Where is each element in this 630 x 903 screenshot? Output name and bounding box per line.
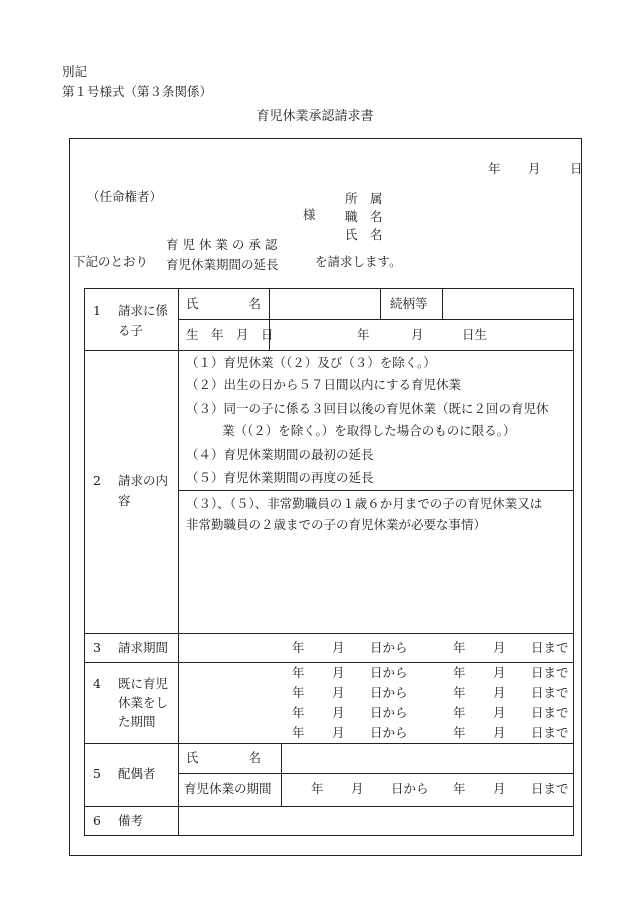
betsuki-label: 別記 xyxy=(62,64,88,79)
s5-period-label: 育児休業の期間 xyxy=(184,781,272,796)
s2-note-line-2: 非常勤職員の２歳までの子の育児休業が必要な事情） xyxy=(186,517,487,532)
s2-note-line-1: （３）、（５）、非常勤職員の１歳６か月までの子の育児休業又は xyxy=(186,496,543,511)
s5-name-label: 氏 名 xyxy=(186,750,262,765)
s2-item-4: （４）育児休業期間の最初の延長 xyxy=(186,447,374,462)
date-day: 日 xyxy=(570,161,583,176)
s5-label: 配偶者 xyxy=(118,766,156,781)
s3-number: 3 xyxy=(93,640,101,655)
s1-name-label: 氏 名 xyxy=(186,296,262,311)
s1-dob-label: 生 年 月 日 xyxy=(186,327,274,342)
s4-label-c: た期間 xyxy=(118,714,156,729)
s2-item-3: （３）同一の子に係る３回目以後の育児休業（既に２回の育児休 xyxy=(186,401,549,416)
s1-label-b: る子 xyxy=(118,323,144,338)
s6-label: 備考 xyxy=(118,813,144,828)
request-prefix: 下記のとおり xyxy=(73,254,149,269)
s1-label-a: 請求に係 xyxy=(118,303,169,318)
form-number: 第１号様式（第３条関係） xyxy=(62,84,213,99)
s2-label-b: 容 xyxy=(118,493,131,508)
s4-number: 4 xyxy=(93,676,101,691)
form-frame: 年 月 日 （任命権者） 様 所 属 職 名 氏 名 下記のとおり 育 児 休 業 の 承 認 育児休業期間の延長 を請求します。 1 請求に係 る子 氏 名 続柄等 生 年 月 日 年 月 日生 2 請求の内 容 （１）育児休業（（２）及び（３）を除く。） （２）出生の日から５７日間以内にする育児休業 （３）同一の子に係る３回目以後の育児休業（既に２回の育児休 業（（２）を除く。）を取得した場合のものに限る。） （４）育児休業期間の最初の延長 （５）育児休業期間の再度の延長 （３）、（５）、非常勤職員の１歳６か月までの子の育児休業又は 非常勤職員の２歳までの子の育児休業が必要な事情） 3 請求期間 年 月 日から 年 月 日まで 4 既に育児 休業をし た期間 年 月 日から 年 月 日まで 年 月 日から 年 月 日まで 年 月 日から 年 月 日まで 年 月 日から 年 月 日まで 5 配偶者 氏 名 育児休業の期間 年 月 日から 年 月 日まで 6 備考 xyxy=(69,138,582,856)
s2-item-1: （１）育児休業（（２）及び（３）を除く。） xyxy=(186,355,436,370)
page-title: 育児休業承認請求書 xyxy=(256,109,374,124)
s1-dob-year: 年 xyxy=(357,327,370,342)
appointer-label: （任命権者） xyxy=(87,189,163,204)
s1-dob-day: 日生 xyxy=(462,327,488,342)
s5-number: 5 xyxy=(93,766,101,781)
s4-label-a: 既に育児 xyxy=(118,676,169,691)
position-label: 職 名 xyxy=(345,209,383,224)
s3-label: 請求期間 xyxy=(118,640,169,655)
s2-item-5: （５）育児休業期間の再度の延長 xyxy=(186,470,374,485)
applicant-name-label: 氏 名 xyxy=(345,227,383,242)
date-month: 月 xyxy=(528,161,541,176)
s1-relation-label: 続柄等 xyxy=(390,296,428,311)
sama-label: 様 xyxy=(303,207,316,222)
s1-dob-month: 月 xyxy=(411,327,424,342)
request-option-approval: 育 児 休 業 の 承 認 xyxy=(166,237,278,252)
s2-item-2: （２）出生の日から５７日間以内にする育児休業 xyxy=(186,377,462,392)
request-option-extension: 育児休業期間の延長 xyxy=(166,257,279,272)
affiliation-label: 所 属 xyxy=(345,191,383,206)
s2-item-3-cont: 業（（２）を除く。）を取得した場合のものに限る。） xyxy=(222,423,516,438)
s6-number: 6 xyxy=(93,813,101,828)
s2-label-a: 請求の内 xyxy=(118,473,169,488)
date-year: 年 xyxy=(488,161,501,176)
s2-number: 2 xyxy=(93,473,101,488)
s4-label-b: 休業をし xyxy=(118,695,169,710)
request-suffix: を請求します。 xyxy=(315,254,402,269)
s1-number: 1 xyxy=(93,303,101,318)
